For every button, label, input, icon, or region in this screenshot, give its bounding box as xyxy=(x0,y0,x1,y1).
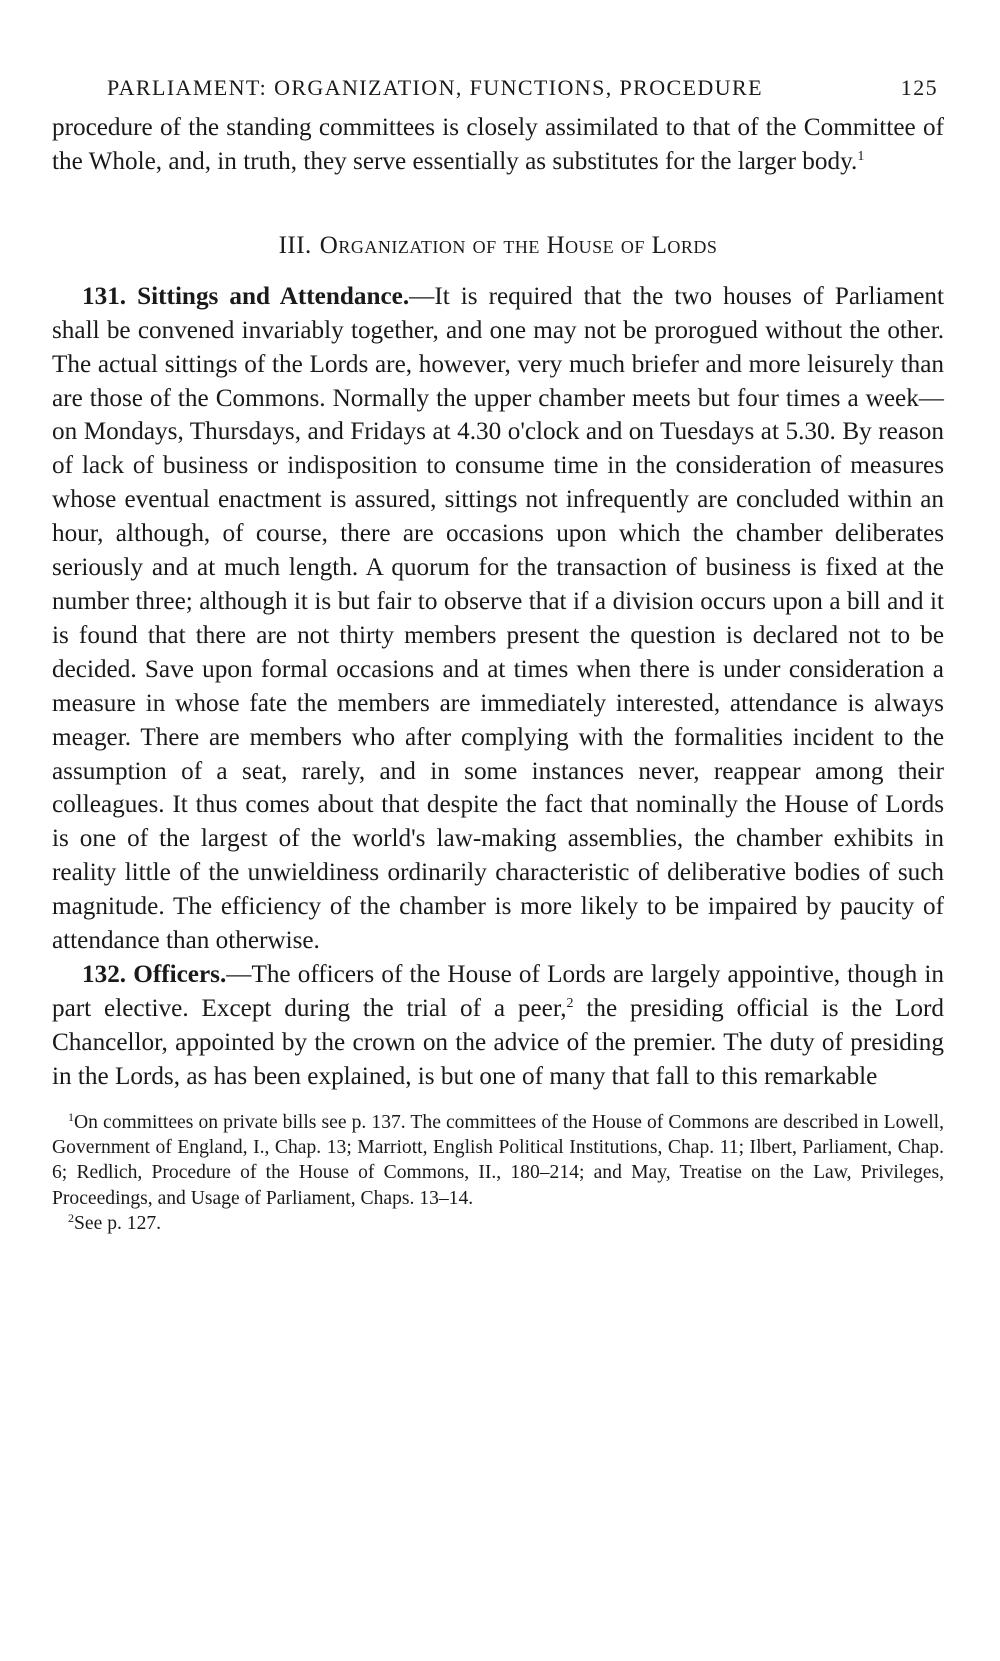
page-number: 125 xyxy=(900,75,938,100)
continuation-paragraph xyxy=(52,111,944,179)
paragraph-text-cont: the presiding official is the Lord Chancellor, appointed by the crown on the advice of the premier. The duty of presiding in the Lords, as has been explained, is but one of many that fall to this remarkable xyxy=(52,994,944,1090)
footnote-2 xyxy=(52,1211,944,1236)
section-number: III. xyxy=(278,231,312,259)
section-title: Organization of the House of Lords xyxy=(319,231,718,259)
footnote-ref-1: 1 xyxy=(857,148,865,164)
paragraph-number: 132. xyxy=(82,960,127,988)
footnote-1 xyxy=(52,1110,944,1212)
continuation-text: procedure of the standing committees is closely assimilated to that of the Committee of the Whole, and, in truth, they serve essentially as substitutes for the larger body. xyxy=(52,114,944,175)
running-head-title: PARLIAMENT: ORGANIZATION, FUNCTIONS, PROCEDURE xyxy=(107,75,763,100)
footnote-marker: 1 xyxy=(68,1109,74,1124)
running-head xyxy=(52,70,944,106)
book-page xyxy=(52,70,944,1237)
paragraph-text: —The officers of the House of Lords are largely appointive, though in part elective. Except during the trial of a peer, xyxy=(52,960,944,1022)
paragraph-132 xyxy=(52,958,944,1094)
paragraph-title: Sittings and Attendance. xyxy=(137,282,410,310)
footnote-text: On committees on private bills see p. 137. The committees of the House of Commons are described in Lowell, Government of England, I., Chap. 13; Marriott, English Political Institutions, Chap. 11; Ilbert, Parliament, Chap. 6; Redlich, Procedure of the House of Commons, II., 180–214; and May, Treatise on the Law, Privileges, Proceedings, and Usage of Parliament, Chaps. 13–14. xyxy=(52,1111,944,1209)
footnotes xyxy=(52,1110,944,1237)
footnote-marker: 2 xyxy=(68,1211,74,1226)
footnote-text: See p. 127. xyxy=(74,1213,162,1235)
paragraph-text: —It is required that the two houses of Parliament shall be convened invariably together, and one may not be prorogued without the other. The actual sittings of the Lords are, however, very much briefer and more leisurely than are those of the Commons. Normally the upper chamber meets but four times a week—on Mondays, Thursdays, and Fridays at 4.30 o'clock and on Tuesdays at 5.30. By reason of lack of business or indisposition to consume time in the consideration of measures whose eventual enactment is assured, sittings not infrequently are concluded within an hour, although, of course, there are occasions upon which the chamber deliberates seriously and at much length. A quorum for the transaction of business is fixed at the number three; although it is but fair to observe that if a division occurs upon a bill and it is found that there are not thirty members present the question is declared not to be decided. Save upon formal occasions and at times when there is under consideration a measure in whose fate the members are immediately interested, attendance is always meager. There are members who after complying with the formalities incident to the assumption of a seat, rarely, and in some instances never, reappear among their colleagues. It thus comes about that despite the fact that nominally the House of Lords is one of the largest of the world's law-making assemblies, the chamber exhibits in reality little of the unwieldiness ordinarily characteristic of deliberative bodies of such magnitude. The efficiency of the chamber is more likely to be impaired by paucity of attendance than otherwise. xyxy=(52,282,944,955)
paragraph-131 xyxy=(52,280,944,958)
section-heading xyxy=(52,226,944,266)
paragraph-title: Officers. xyxy=(133,960,227,988)
footnote-ref-2: 2 xyxy=(566,995,574,1011)
paragraph-number: 131. xyxy=(82,282,127,310)
